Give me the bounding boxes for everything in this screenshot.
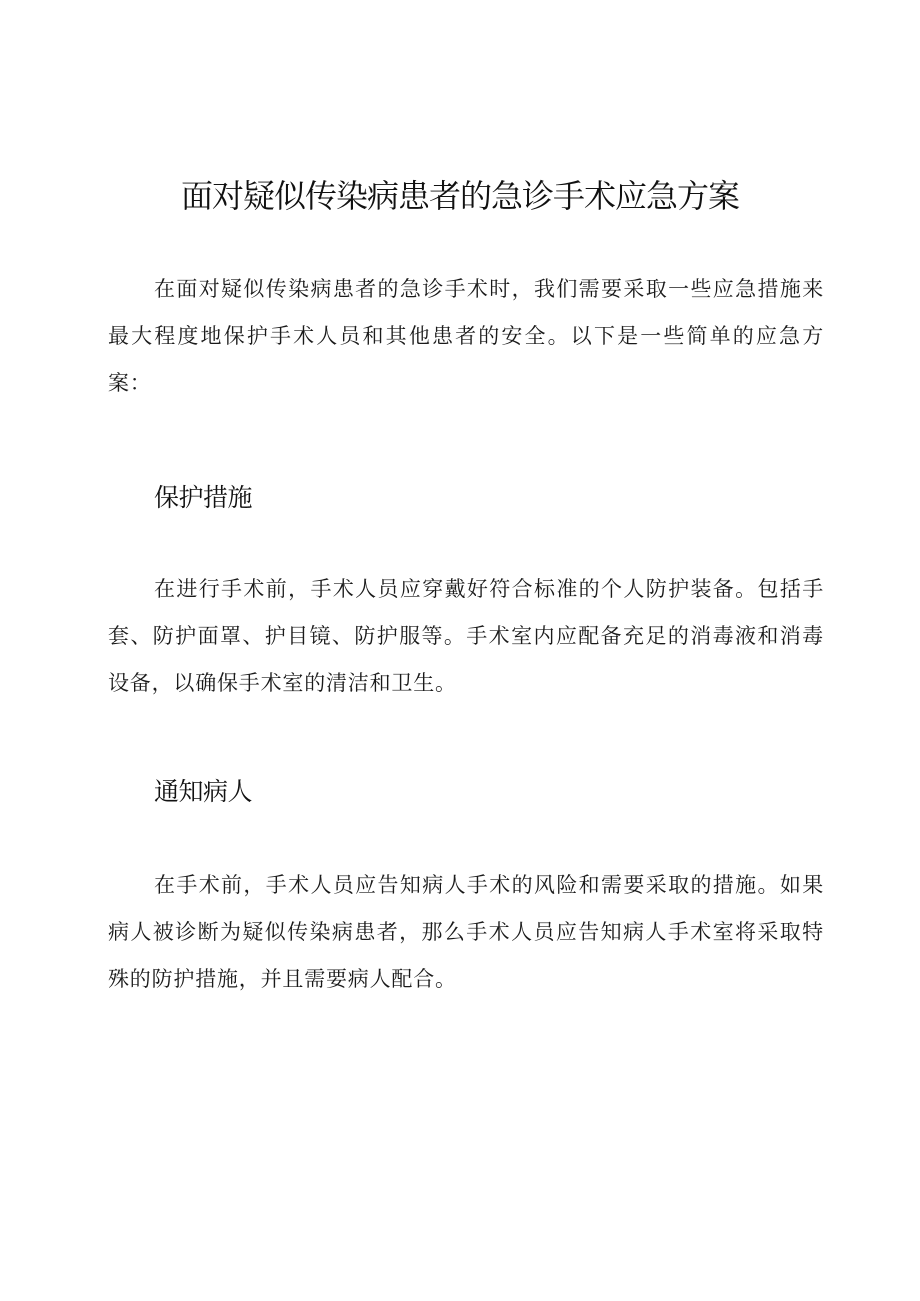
document-title: 面对疑似传染病患者的急诊手术应急方案: [180, 177, 739, 215]
section-heading-notify-patient: 通知病人: [154, 777, 253, 806]
section-body-protection: 在进行手术前，手术人员应穿戴好符合标准的个人防护装备。包括手套、防护面罩、护目镜、防护服等。手术室内应配备充足的消毒液和消毒设备，以确保手术室的清洁和卫生。: [108, 577, 824, 695]
section-body-notify-patient: 在手术前，手术人员应告知病人手术的风险和需要采取的措施。如果病人被诊断为疑似传染病患者，那么手术人员应告知病人手术室将采取特殊的防护措施，并且需要病人配合。: [108, 873, 824, 991]
section-heading-protection: 保护措施: [154, 483, 253, 512]
intro-paragraph: 在面对疑似传染病患者的急诊手术时，我们需要采取一些应急措施来最大程度地保护手术人员和其他患者的安全。以下是一些简单的应急方案：: [108, 277, 824, 395]
